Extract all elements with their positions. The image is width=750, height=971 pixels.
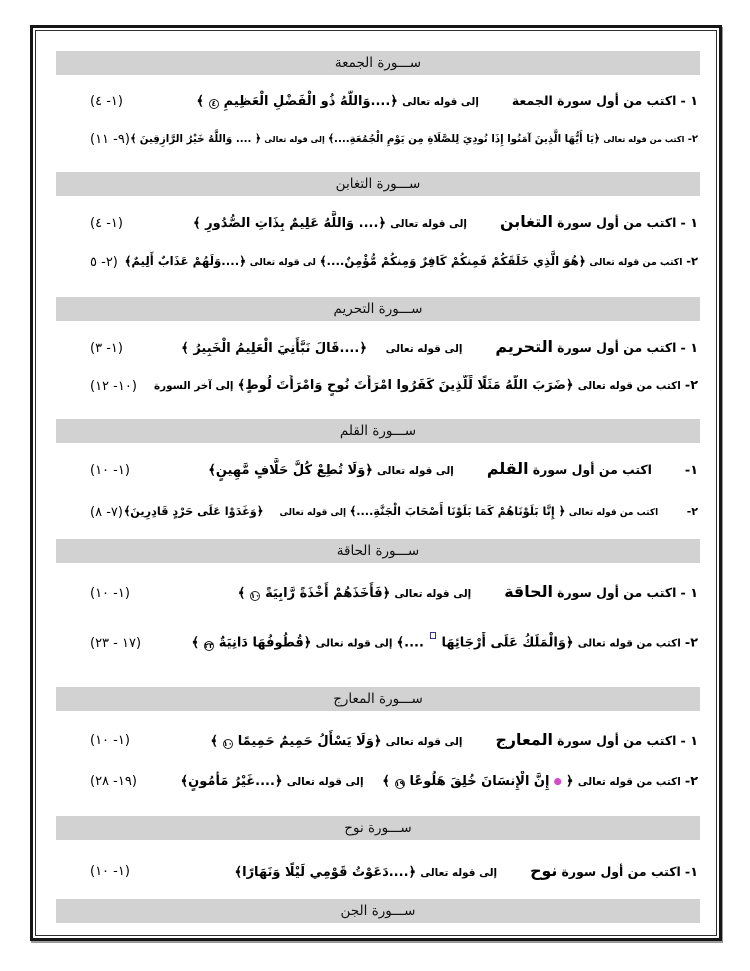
assignment-text bbox=[130, 128, 698, 151]
section-header: ســـورة المعارج bbox=[56, 687, 700, 711]
assignment-line bbox=[38, 501, 714, 524]
assignment-text bbox=[124, 501, 698, 524]
assignment-line bbox=[38, 458, 714, 482]
section-items bbox=[38, 90, 714, 151]
surah-name: نوح bbox=[530, 860, 558, 880]
verse-text: ﴾ bbox=[196, 94, 204, 109]
verse-text: ....﴾ bbox=[396, 635, 424, 651]
section-al-haqqah bbox=[38, 539, 714, 655]
assignment-text bbox=[193, 211, 698, 235]
verse-range: (١٧ - ٢٣) bbox=[90, 635, 142, 651]
assignment-text bbox=[208, 458, 698, 482]
section-header: ســـورة الجن bbox=[56, 899, 700, 923]
instruction-text: اكتب من أول سورة bbox=[561, 863, 681, 879]
assignment-text bbox=[181, 336, 698, 360]
connector-text: إلى قوله تعالى bbox=[286, 775, 364, 788]
section-at-taghabun bbox=[38, 172, 714, 274]
ayah-number-circle: ١٠ bbox=[250, 591, 260, 601]
item-number: ٢- bbox=[686, 254, 698, 268]
assignment-line bbox=[38, 211, 714, 235]
item-number: ١ - bbox=[680, 341, 698, 356]
verse-text: ﴿هُوَ الَّذِي خَلَقَكُمْ فَمِنكُمْ كَافِرٌ وَمِنكُمْ مُّؤْمِنٌ....﴾ bbox=[319, 254, 586, 268]
verse-text: ﴿يَا أَيُّهَا الَّذِينَ آمَنُوا إِذَا نُودِيَ لِلصَّلَاةِ مِن يَوْمِ الْجُمُعَةِ....﴾ bbox=[328, 133, 600, 145]
surah-name: التحريم bbox=[495, 337, 553, 356]
verse-range: (١- ١٠) bbox=[90, 733, 130, 749]
verse-text: ﴿....وَلَهُمْ عَذَابٌ أَلِيمٌ﴾ bbox=[124, 254, 247, 268]
ayah-number-circle: ٤ bbox=[209, 99, 219, 109]
section-al-jinn bbox=[38, 899, 714, 923]
section-items bbox=[38, 581, 714, 655]
verse-text: ﴾ bbox=[237, 586, 246, 601]
section-header: ســـورة نوح bbox=[56, 816, 700, 840]
section-items bbox=[38, 458, 714, 524]
verse-text: ﴿....قَالَ نَبَّأَنِيَ الْعَلِيمُ الْخَبِيرُ ﴾ bbox=[181, 341, 367, 356]
verse-text: ﴿....غَيْرُ مَأْمُونٍ﴾ bbox=[180, 773, 283, 789]
verse-range: (١٠- ١٢) bbox=[90, 378, 137, 394]
section-al-qalam bbox=[38, 419, 714, 524]
verse-range: (١- ٤) bbox=[90, 215, 123, 231]
instruction-text: اكتب من أول سورة bbox=[557, 215, 677, 230]
connector-text: اكتب من قوله تعالى bbox=[603, 134, 685, 144]
verse-text: ﴿قُطُوفُهَا دَانِيَةٌ bbox=[218, 635, 312, 651]
section-nuh bbox=[38, 816, 714, 884]
verse-text: ﴿....وَاللَّهُ ذُو الْفَضْلِ الْعَظِيمِ bbox=[223, 94, 398, 109]
item-number: ١ - bbox=[680, 586, 698, 601]
verse-text: ﴿ bbox=[565, 773, 574, 789]
assignment-line bbox=[38, 90, 714, 113]
assignment-text bbox=[210, 729, 698, 753]
instruction-text: اكتب من أول سورة bbox=[557, 340, 677, 355]
ayah-number-circle: ٢٣ bbox=[204, 640, 214, 650]
verse-range: (١- ٣) bbox=[90, 340, 123, 356]
page-border-inner bbox=[35, 30, 717, 936]
item-number: ٢- bbox=[684, 378, 698, 393]
section-items bbox=[38, 860, 714, 884]
connector-text: إلى قوله تعالى bbox=[377, 465, 454, 477]
assignment-line bbox=[38, 860, 714, 884]
assignment-text bbox=[235, 860, 699, 884]
surah-name: المعارج bbox=[495, 729, 553, 749]
verse-text: ﴿ إِنَّا بَلَوْنَاهُمْ كَمَا بَلَوْنَا أَصْحَابَ الْجَنَّةِ....﴾ bbox=[349, 505, 566, 518]
verse-text: ﴿وَغَدَوْا عَلَى حَرْدٍ قَادِرِينَ﴾ bbox=[123, 505, 264, 518]
section-al-maarij bbox=[38, 687, 714, 793]
assignment-line bbox=[38, 128, 714, 151]
connector-text: إلى قوله تعالى bbox=[402, 96, 479, 108]
item-number: ٢- bbox=[684, 635, 698, 651]
verse-text: ﴿وَالْمَلَكُ عَلَى أَرْجَائِهَا bbox=[441, 635, 574, 651]
connector-text: إلى قوله تعالى bbox=[385, 343, 463, 355]
verse-text: ﴿.... وَاللَّهُ عَلِيمٌ بِذَاتِ الصُّدُورِ ﴾ bbox=[192, 216, 387, 231]
instruction-text: اكتب من أول سورة bbox=[557, 585, 677, 600]
section-items bbox=[38, 336, 714, 397]
assignment-line bbox=[38, 632, 714, 655]
section-header: ســـورة التغابن bbox=[56, 172, 700, 196]
connector-text: إلى قوله تعالى bbox=[279, 508, 347, 518]
verse-text: إِنَّ الْإِنسَانَ خُلِقَ هَلُوعًا bbox=[409, 773, 550, 789]
verse-text: ﴿وَلَا تُطِعْ كُلَّ حَلَّافٍ مَّهِينٍ﴾ bbox=[208, 463, 373, 478]
connector-text: اكتب من قوله تعالى bbox=[577, 637, 681, 650]
item-number: ٢- bbox=[684, 773, 698, 789]
assignment-text bbox=[124, 250, 698, 274]
connector-text: إلى قوله تعالى bbox=[264, 134, 325, 144]
assignment-text bbox=[238, 581, 698, 605]
connector-text: إلى قوله تعالى bbox=[315, 637, 393, 650]
surah-name: القلم bbox=[486, 459, 529, 478]
item-number: ١ - bbox=[680, 733, 698, 749]
verse-text: ﴾ bbox=[382, 773, 390, 789]
surah-name: الحاقة bbox=[504, 582, 553, 601]
item-number: ١- bbox=[684, 864, 698, 880]
verse-range: (١٩- ٢٨) bbox=[90, 774, 137, 790]
connector-text: اكتب من قوله تعالى bbox=[568, 508, 659, 518]
item-number: ١ - bbox=[680, 216, 698, 231]
connector-text: اكتب من قوله تعالى bbox=[589, 257, 683, 268]
section-header: ســـورة الحاقة bbox=[56, 539, 700, 563]
assignment-line bbox=[38, 581, 714, 605]
connector-text: إلى قوله تعالى bbox=[385, 735, 463, 748]
ayah-number-circle: ١٠ bbox=[223, 738, 233, 748]
verse-text: ﴿فَأَخَذَهُمْ أَخْذَةً رَّابِيَةً bbox=[265, 586, 391, 601]
section-items bbox=[38, 211, 714, 274]
verse-text: ﴿ .... وَاللَّهُ خَيْرُ الرَّازِقِينَ ﴾ bbox=[130, 133, 261, 145]
page-border-frame bbox=[30, 25, 722, 941]
section-header: ســـورة القلم bbox=[56, 419, 700, 443]
instruction-text: اكتب من أول سورة bbox=[557, 732, 677, 748]
item-number: ١- bbox=[684, 463, 698, 478]
verse-text: ﴿وَلَا يَسْأَلُ حَمِيمٌ حَمِيمًا bbox=[237, 733, 382, 749]
ruku-mark bbox=[430, 632, 436, 639]
assignment-line bbox=[38, 375, 714, 397]
section-at-tahrim bbox=[38, 297, 714, 397]
item-number: ١ - bbox=[680, 94, 698, 109]
section-al-jumuah bbox=[38, 51, 714, 151]
connector-text: إلى قوله تعالى bbox=[394, 588, 472, 600]
connector-text: لى قوله تعالى bbox=[249, 257, 316, 268]
assignment-line bbox=[38, 771, 714, 793]
verse-range: (٧- ٨) bbox=[90, 505, 123, 520]
verse-range: (١- ١٠) bbox=[90, 585, 130, 601]
assignment-text bbox=[191, 632, 698, 655]
assignment-text bbox=[196, 90, 698, 113]
ayah-number-circle: ١٩ bbox=[395, 778, 405, 788]
item-number: ٢- bbox=[687, 134, 698, 145]
connector-text: اكتب من قوله تعالى bbox=[577, 380, 681, 392]
verse-range: (٢- ٥ bbox=[90, 254, 118, 270]
verse-text: ﴿ضَرَبَ اللَّهُ مَثَلًا لِّلَّذِينَ كَفَرُوا امْرَأَتَ نُوحٍ وَامْرَأَتَ لُوطٍ﴾ bbox=[237, 378, 574, 393]
connector-text: إلى قوله تعالى bbox=[390, 218, 467, 230]
assignment-line bbox=[38, 729, 714, 753]
assignment-line bbox=[38, 250, 714, 274]
assignment-text bbox=[154, 375, 698, 397]
verse-range: (٩- ١١) bbox=[90, 132, 130, 147]
assignment-line bbox=[38, 336, 714, 360]
verse-range: (١- ١٠) bbox=[90, 462, 130, 478]
assignment-text bbox=[181, 771, 698, 793]
connector-text: اكتب من قوله تعالى bbox=[577, 775, 681, 788]
item-number: ٢- bbox=[686, 505, 698, 518]
section-items bbox=[38, 729, 714, 793]
instruction-text: اكتب من أول سورة الجمعة bbox=[511, 93, 677, 108]
verse-range: (١- ١٠) bbox=[90, 864, 130, 880]
instruction-text: اكتب من أول سورة bbox=[532, 462, 652, 477]
verse-text: ﴾ bbox=[210, 733, 219, 749]
connector-text: إلى آخر السورة bbox=[154, 380, 234, 392]
section-header: ســـورة التحريم bbox=[56, 297, 700, 321]
section-header: ســـورة الجمعة bbox=[56, 51, 700, 75]
verse-text: ﴿....دَعَوْتُ قَوْمِي لَيْلًا وَنَهَارًا﴾ bbox=[234, 864, 417, 880]
surah-name: التغابن bbox=[499, 212, 553, 231]
pink-dot-mark: ● bbox=[553, 775, 562, 787]
verse-range: (١- ٤) bbox=[90, 94, 123, 109]
verse-text: ﴾ bbox=[191, 635, 200, 651]
connector-text: إلى قوله تعالى bbox=[420, 866, 498, 879]
